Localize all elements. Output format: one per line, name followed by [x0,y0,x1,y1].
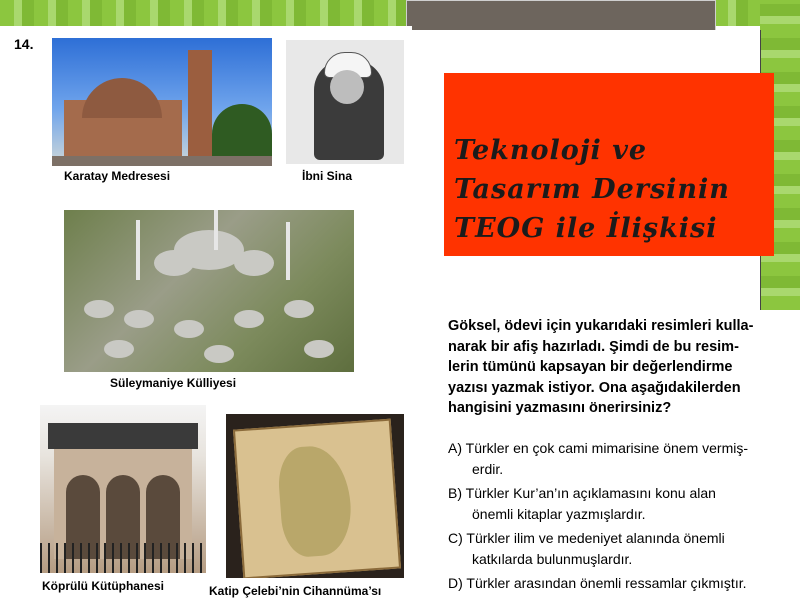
koprulu-kutuphanesi-photo [40,405,206,573]
question-text: Göksel, ödevi için yukarıdaki resimleri kulla- narak bir afiş hazırladı. Şimdi de bu resim- lerin tümünü kapsayan bir değerlendirme yazısı yazmak istiyor. Ona aşağıdakilerden hangisini yazmasını önerirsiniz? [448,318,754,416]
question-number: 14. [14,36,34,52]
slide-title: Teknoloji ve Tasarım Dersinin TEOG ile İlişkisi [454,135,730,244]
title-box [444,73,774,256]
suleymaniye-aerial-photo [64,210,354,372]
option-a: A) Türkler en çok cami mimarisine önem vermiş- erdir. [448,440,749,477]
answer-options [448,438,798,598]
caption-koprulu: Köprülü Kütüphanesi [42,579,164,593]
ibni-sina-portrait [286,40,404,164]
option-d: D) Türkler arasından önemli ressamlar çıkmıştır. [448,575,747,591]
caption-karatay: Karatay Medresesi [64,169,171,183]
caption-ibni-sina: İbni Sina [302,169,353,183]
option-c: C) Türkler ilim ve medeniyet alanında önemli katkılarda bulunmuşlardır. [448,530,725,567]
option-b: B) Türkler Kur’an’ın açıklamasını konu alan önemli kitaplar yazmışlardır. [448,485,716,522]
karatay-medresesi-photo [52,38,272,166]
caption-suleymaniye: Süleymaniye Külliyesi [110,376,237,390]
cihannuma-map-photo [226,414,404,578]
caption-cihannuma: Katip Çelebi’nin Cihannüma’sı [209,584,382,598]
